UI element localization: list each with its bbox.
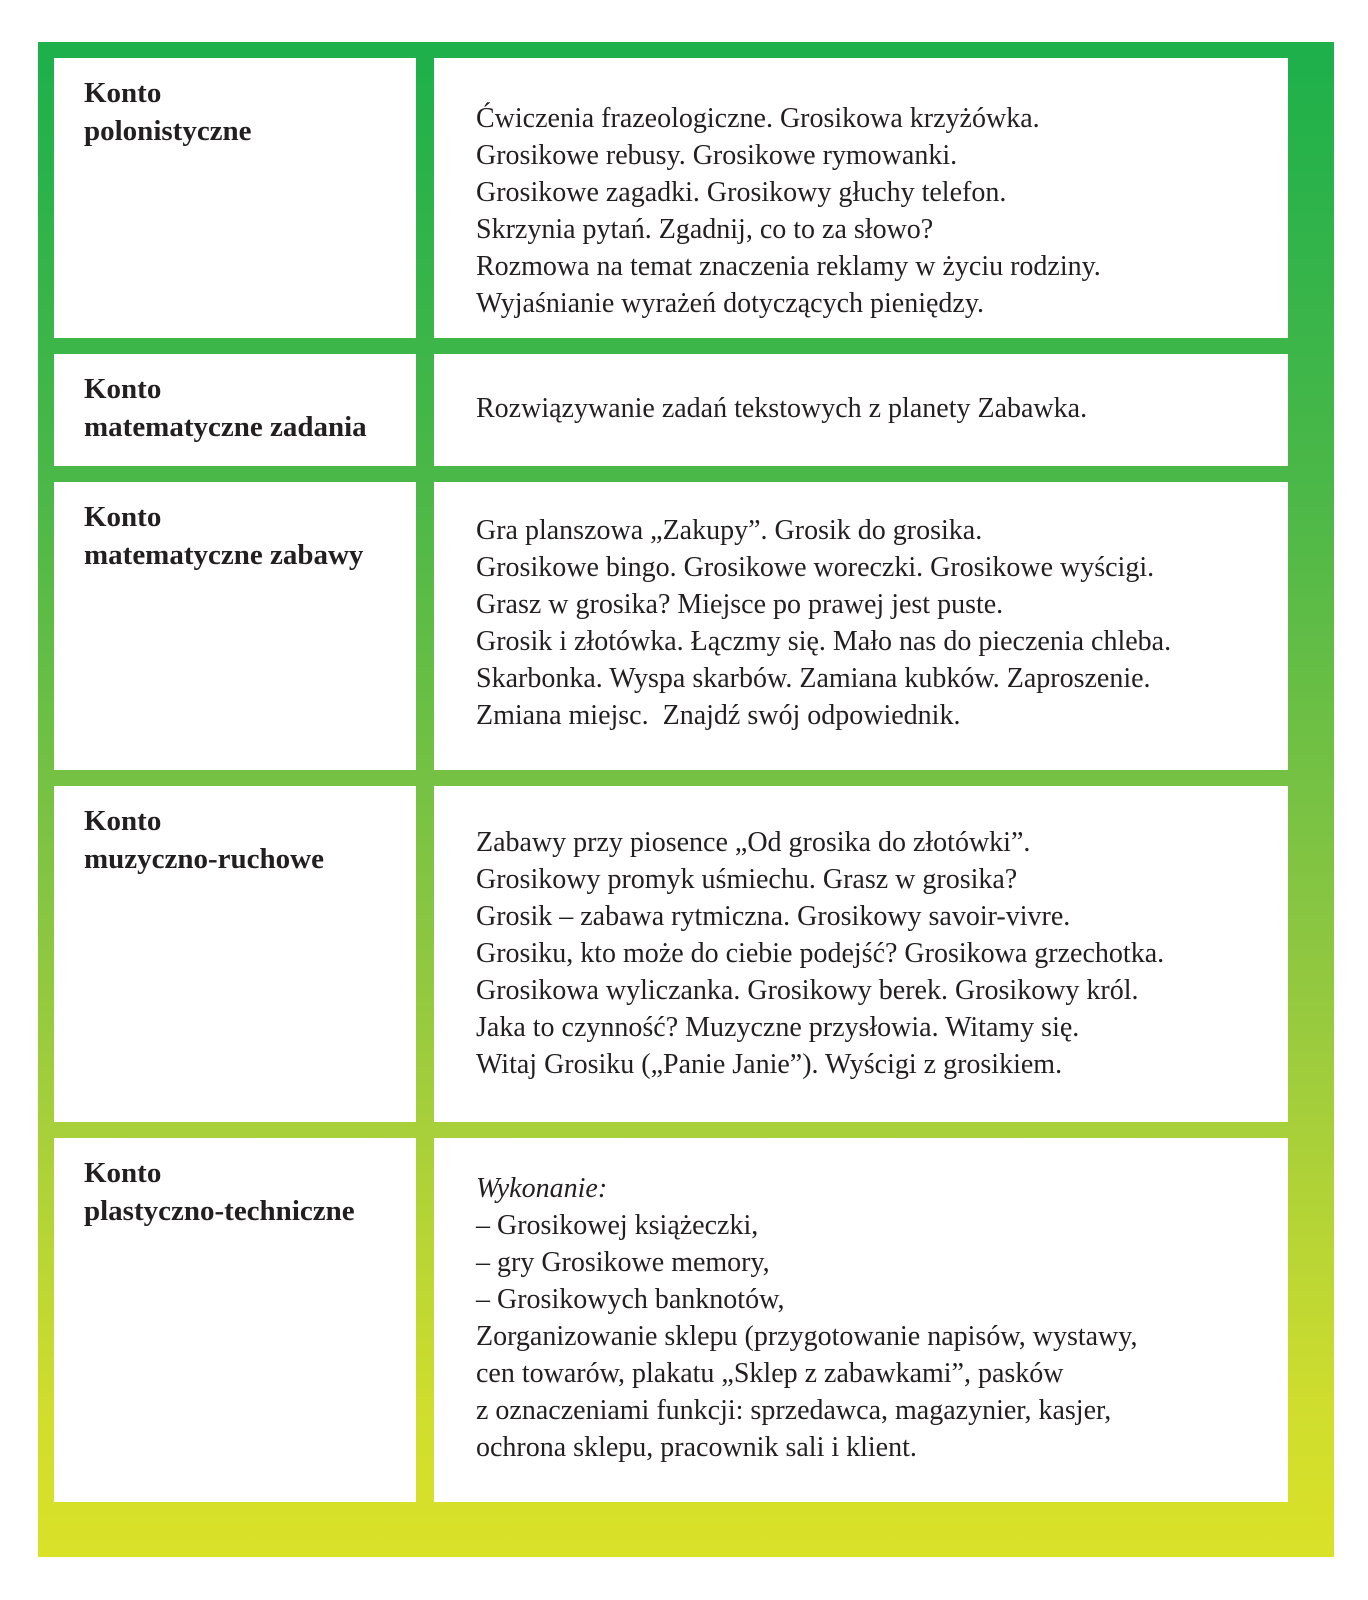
label-line: polonistyczne bbox=[84, 115, 252, 147]
content-line: Rozmowa na temat znaczenia reklamy w życiu rodziny. bbox=[476, 251, 1101, 282]
content-line: Rozwiązywanie zadań tekstowych z planety Zabawka. bbox=[476, 393, 1088, 424]
content-line: Skarbonka. Wyspa skarbów. Zamiana kubków. Zaproszenie. bbox=[476, 663, 1151, 694]
content-line: Grosikowe bingo. Grosikowe woreczki. Grosikowe wyścigi. bbox=[476, 552, 1155, 583]
content-line: Wyjaśnianie wyrażeń dotyczących pieniędzy. bbox=[476, 288, 985, 319]
content-line: Grasz w grosika? Miejsce po prawej jest puste. bbox=[476, 589, 1004, 620]
content-line: Ćwiczenia frazeologiczne. Grosikowa krzyżówka. bbox=[476, 103, 1040, 134]
content-line: Zorganizowanie sklepu (przygotowanie napisów, wystawy, bbox=[476, 1321, 1138, 1352]
row-label bbox=[54, 58, 416, 150]
content-line: ochrona sklepu, pracownik sali i klient. bbox=[476, 1432, 917, 1463]
content-line: Grosik – zabawa rytmiczna. Grosikowy savoir-vivre. bbox=[476, 901, 1071, 932]
content-line: – gry Grosikowe memory, bbox=[476, 1247, 770, 1278]
content-line: Jaka to czynność? Muzyczne przysłowia. Witamy się. bbox=[476, 1012, 1080, 1043]
row-label-cell bbox=[54, 482, 416, 770]
row-content-cell bbox=[434, 786, 1288, 1122]
row-label bbox=[54, 1138, 416, 1230]
row-content-cell bbox=[434, 482, 1288, 770]
content-line: z oznaczeniami funkcji: sprzedawca, magazynier, kasjer, bbox=[476, 1395, 1112, 1426]
row-content-cell bbox=[434, 354, 1288, 466]
content-line: Gra planszowa „Zakupy”. Grosik do grosika. bbox=[476, 515, 983, 546]
content-line: Zmiana miejsc. Znajdź swój odpowiednik. bbox=[476, 700, 961, 731]
content-line: Witaj Grosiku („Panie Janie”). Wyścigi z grosikiem. bbox=[476, 1049, 1063, 1080]
row-label-cell bbox=[54, 786, 416, 1122]
label-line: plastyczno-techniczne bbox=[84, 1195, 355, 1227]
content-line: – Grosikowej książeczki, bbox=[476, 1210, 759, 1241]
row-label bbox=[54, 482, 416, 574]
content-intro: Wykonanie: bbox=[476, 1173, 608, 1204]
content-line: Grosik i złotówka. Łączmy się. Mało nas do pieczenia chleba. bbox=[476, 626, 1172, 657]
content-line: Grosikowy promyk uśmiechu. Grasz w grosika? bbox=[476, 864, 1018, 895]
row-content-cell bbox=[434, 58, 1288, 338]
row-label bbox=[54, 786, 416, 878]
content-line: Grosikowe rebusy. Grosikowe rymowanki. bbox=[476, 140, 958, 171]
table-frame bbox=[38, 42, 1334, 1557]
label-line: muzyczno-ruchowe bbox=[84, 843, 325, 875]
label-line: matematyczne zadania bbox=[84, 411, 367, 443]
label-line: Konto bbox=[84, 373, 162, 405]
label-line: matematyczne zabawy bbox=[84, 539, 364, 571]
label-line: Konto bbox=[84, 501, 162, 533]
label-line: Konto bbox=[84, 805, 162, 837]
row-label-cell bbox=[54, 354, 416, 466]
content-line: Grosiku, kto może do ciebie podejść? Grosikowa grzechotka. bbox=[476, 938, 1165, 969]
content-line: Skrzynia pytań. Zgadnij, co to za słowo? bbox=[476, 214, 934, 245]
content-line: Zabawy przy piosence „Od grosika do złotówki”. bbox=[476, 827, 1031, 858]
label-line: Konto bbox=[84, 77, 162, 109]
content-line: Grosikowe zagadki. Grosikowy głuchy telefon. bbox=[476, 177, 1007, 208]
row-content-cell bbox=[434, 1138, 1288, 1502]
content-line: Grosikowa wyliczanka. Grosikowy berek. Grosikowy król. bbox=[476, 975, 1139, 1006]
content-line: cen towarów, plakatu „Sklep z zabawkami”, pasków bbox=[476, 1358, 1064, 1389]
row-label-cell bbox=[54, 58, 416, 338]
label-line: Konto bbox=[84, 1157, 162, 1189]
content-line: – Grosikowych banknotów, bbox=[476, 1284, 785, 1315]
row-label-cell bbox=[54, 1138, 416, 1502]
row-label bbox=[54, 354, 416, 446]
